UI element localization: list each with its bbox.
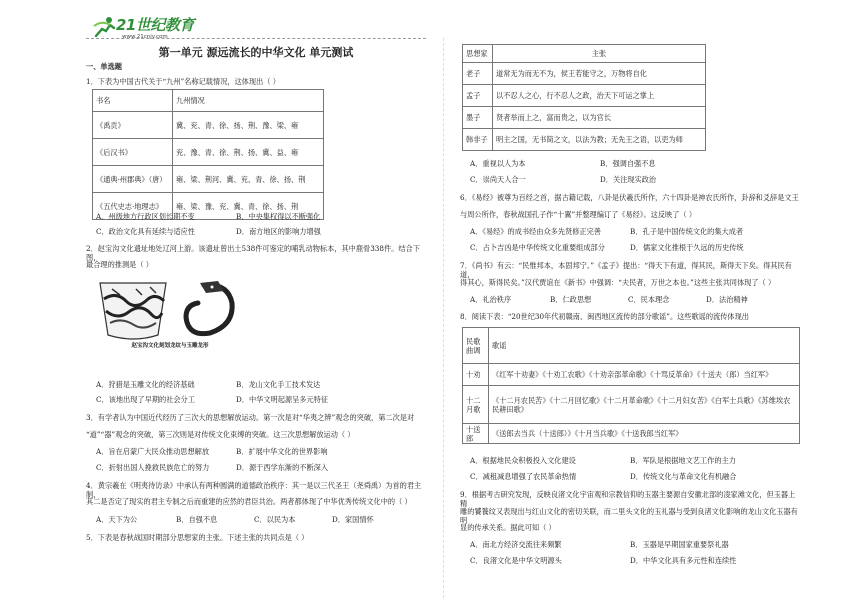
q2-figure — [96, 277, 244, 353]
q5-table — [462, 44, 706, 151]
q3-option-a: A．旨在启蒙广大民众推动思想解放 — [96, 447, 210, 456]
q5-option-a: A．重视以人为本 — [470, 159, 526, 168]
q4-option-c: C．以民为本 — [254, 515, 296, 524]
q8-option-b: B．军队是根据地文艺工作的主力 — [630, 456, 736, 465]
q4-option-b: B．自强不息 — [176, 515, 218, 524]
q2-figure-caption: 赵宝沟文化刻划龙纹与玉雕龙形 — [131, 343, 209, 349]
q9-stem-line1: 9．根据考古研究发现，反映良渚文化宇宙观和宗教信仰的玉器主要源自安徽北部的凌家滩文化，但玉器上精 — [460, 490, 796, 508]
q2-stem-line1: 2．赵宝沟文化遗址地处辽河上游。该遗址曾出土538件可鉴定的哺乳动物标本，其中鹿骨338件。结合下图， — [86, 244, 420, 262]
table-cell: 《红军十劝妻》《十劝工农歌》《十劝亲部革命歌》《十骂反革命》《十送夫（郎）当红军》 — [489, 364, 800, 386]
q5-stem: 5．下表是春秋战国时期部分思想家的主张。下述主张的共同点是（ ） — [86, 533, 309, 542]
q1-header-jiuzhou: 九州情况 — [173, 90, 324, 112]
table-cell: 道常无为而无不为，侯王若能守之，万物将自化 — [493, 63, 706, 85]
q4-option-a: A．天下为公 — [96, 515, 138, 524]
logo-url: www.21cnjy.com — [122, 34, 168, 40]
q1-stem: 1．下表为中国古代关于“九州”名称记载情况，这体现出（ ） — [86, 77, 280, 86]
q7-option-c: C．民本理念 — [628, 295, 670, 304]
q1-option-d: D．南方地区的影响力增强 — [236, 227, 321, 236]
q3-option-b: B．扩展中华文化的世界影响 — [236, 447, 328, 456]
table-cell: 《送郎去当兵（十送郎）》《十月当兵歌》《十送我郎当红军》 — [489, 424, 800, 444]
q2-option-c: C．该地出现了早期的社会分工 — [96, 395, 195, 404]
q7-stem-line2: 得其心，斯得民矣。”汉代贾谊在《新书》中强调：“夫民者，万世之本也。”这些主张共同体现了（ ） — [460, 278, 776, 287]
q8-option-c: C．减租减息增强了农民革命热情 — [470, 472, 577, 481]
table-cell: 雍、梁、豫、兖、冀、青、徐、扬、荆 — [173, 193, 324, 220]
table-cell: 《十二月农民苦》《十二月回忆歌》《十二月革命歌》《十二月妇女苦》《白军士兵歌》《苏维埃农民耕田歌》 — [489, 386, 800, 424]
q9-option-d: D．中华文化具有多元性和连续性 — [630, 556, 737, 565]
table-cell: 十送郎 — [463, 424, 489, 444]
q7-option-b: B．仁政思想 — [550, 295, 592, 304]
pottery-and-jade-dragon-illustration — [96, 277, 244, 343]
q9-option-b: B．玉器是早期国家重要祭礼器 — [630, 540, 729, 549]
table-cell: 雍、梁、荆河、冀、兖、青、徐、扬、荆 — [173, 166, 324, 193]
q1-option-c: C．政治文化具有延续与适应性 — [96, 227, 195, 236]
q8-option-a: A．根据地民众积极投入文化建设 — [470, 456, 576, 465]
header-divider — [86, 38, 426, 39]
table-cell: 明主之国，无书简之文，以法为教；无先王之语，以吏为师 — [493, 129, 706, 151]
q3-option-d: D．源于西学东渐的不断深入 — [236, 463, 329, 472]
q7-option-a: A．礼治秩序 — [470, 295, 512, 304]
q2-option-d: D．中华文明起源呈多元特征 — [236, 395, 329, 404]
runner-logo-icon — [92, 16, 118, 38]
q9-option-a: A．南北方经济交流往来频繁 — [470, 540, 562, 549]
table-cell: 韩非子 — [463, 129, 493, 151]
column-divider — [443, 38, 444, 598]
q8-stem: 8．阅读下表：“20世纪30年代初赣南、闽西地区流传的部分歌谣”。这些歌谣的流传体现出 — [460, 312, 749, 321]
table-cell: 十二月歌 — [463, 386, 489, 424]
q9-stem-line3: 显的传承关系。据此可知（ ） — [460, 523, 556, 532]
page-title: 第一单元 源远流长的中华文化 单元测试 — [158, 46, 354, 59]
q2-option-a: A．狩猎是玉雕文化的经济基础 — [96, 380, 195, 389]
table-cell: 《后汉书》 — [93, 139, 173, 166]
q5-header-thinker: 思想家 — [463, 45, 493, 63]
table-cell: 孟子 — [463, 85, 493, 107]
q8-header-songs: 歌谣 — [489, 328, 800, 364]
table-cell: 贤者举而上之，富而贵之，以为官长 — [493, 107, 706, 129]
q8-table — [462, 327, 800, 444]
table-cell: 《通典·州郡典》（唐） — [93, 166, 173, 193]
q4-option-d: D．家国情怀 — [332, 515, 374, 524]
q2-stem-line2: 最合理的推测是（ ） — [86, 260, 153, 269]
site-logo — [92, 14, 202, 44]
q5-option-d: D．关注现实政治 — [600, 175, 657, 184]
q3-option-c: C．折射出国人挽救民族危亡的努力 — [96, 463, 210, 472]
table-cell: 老子 — [463, 63, 493, 85]
table-cell: 《五代史志·地理志》 — [93, 193, 173, 220]
q6-option-b: B．孔子是中国传统文化的集大成者 — [630, 227, 744, 236]
table-cell: 兖、豫、青、徐、荆、扬、冀、益、雍 — [173, 139, 324, 166]
q8-header-tune: 民歌曲调 — [463, 328, 489, 364]
q5-header-claim: 主张 — [493, 45, 706, 63]
table-cell: 十劝 — [463, 364, 489, 386]
q9-option-c: C．良渚文化是中华文明源头 — [470, 556, 562, 565]
table-cell: 《禹贡》 — [93, 112, 173, 139]
q6-stem-line1: 6．《易经》被尊为百经之首，据古籍记载，八卦是伏羲氏所作，六十四卦是神农氏所作，卦辞和爻辞是文王 — [460, 193, 799, 202]
q1-header-book: 书名 — [93, 90, 173, 112]
q6-option-d: D．儒家文化推根于久远的历史传统 — [630, 243, 744, 252]
q4-stem-line2: 其二是否定了现实的君主专制之后而重建的应然的君臣共治。两者都体现了中华优秀传统文化中的（ ） — [86, 497, 412, 506]
q3-stem-line1: 3．有学者认为中国近代经历了三次大的思想解放运动。第一次是对“华夷之辨”观念的突破，第二次是对 — [86, 413, 415, 422]
q6-stem-line2: 与周公所作，春秋战国孔子作“十翼”并整理编订了《易经》。这反映了（ ） — [460, 210, 697, 219]
q6-option-c: C．占卜吉凶是中华传统文化重要组成部分 — [470, 243, 605, 252]
table-cell: 以不忍人之心，行不忍人之政，治天下可运之掌上 — [493, 85, 706, 107]
logo-brand: 21世纪教育 — [116, 16, 194, 34]
table-cell: 墨子 — [463, 107, 493, 129]
q1-option-b: B．中央集权得以不断强化 — [236, 212, 321, 221]
q1-table — [92, 89, 324, 220]
q5-option-b: B．强调自强不息 — [600, 159, 656, 168]
q1-option-a: A．州级地方行政区划长期不变 — [96, 212, 195, 221]
q8-option-d: D．传统文化与革命文化有机融合 — [630, 472, 737, 481]
q4-stem-line1: 4．黄宗羲在《明夷待访录》中承认有两种圆满的道德政治秩序：其一是以三代圣王（尧舜禹）为首的君主制， — [86, 481, 422, 499]
q2-option-b: B．龙山文化手工技术发达 — [236, 380, 321, 389]
section-heading: 一、单选题 — [86, 62, 122, 71]
q9-stem-line2: 雕的饕餮纹又表现出与红山文化的密切关联，而二里头文化的玉礼器与受到良渚文化影响的龙山文化玉器有明 — [460, 507, 798, 525]
q6-option-a: A．《易经》的成书经由众多先贤修正完善 — [470, 227, 601, 236]
q7-option-d: D．法治精神 — [706, 295, 748, 304]
q3-stem-line2: “道”“器”观念的突破，第三次则是对传统文化束缚的突破。这三次思想解放运动（ ） — [86, 430, 355, 439]
table-cell: 冀、兖、青、徐、扬、荆、豫、梁、雍 — [173, 112, 324, 139]
q5-option-c: C．崇尚天人合一 — [470, 175, 526, 184]
q7-stem-line1: 7．《尚书》有云：“民惟邦本，本固邦宁。”《孟子》提出：“得天下有道，得其民，斯得天下矣。得其民有道， — [460, 261, 792, 279]
